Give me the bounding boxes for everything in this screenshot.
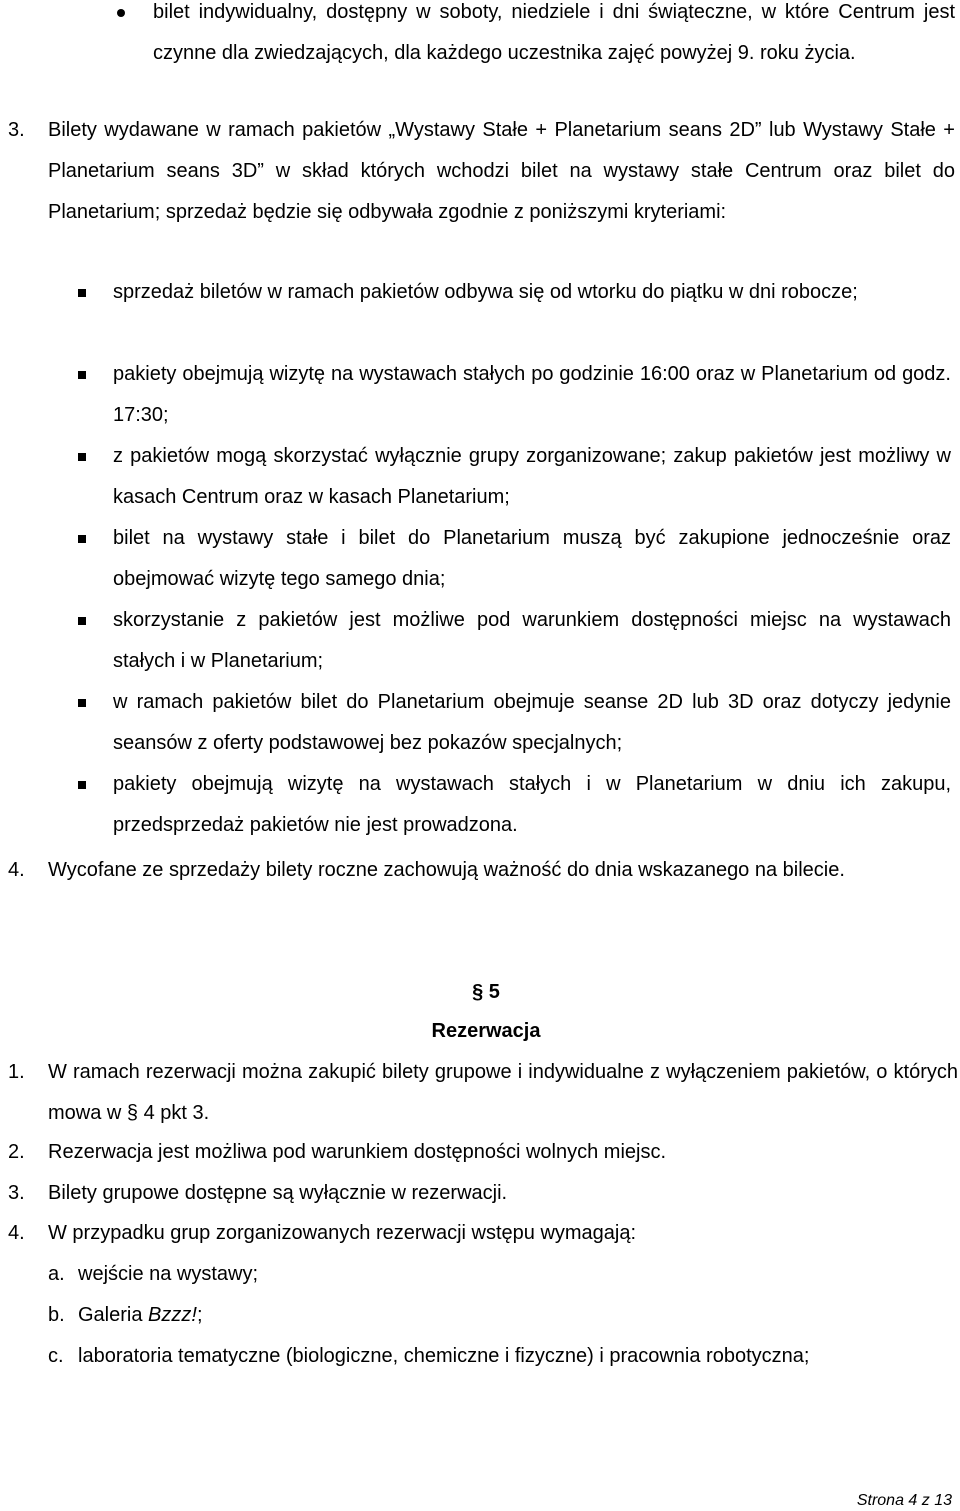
item-3-number: 3. xyxy=(8,119,25,141)
item-3-bullet-1: sprzedaż biletów w ramach pakietów odbywa się od wtorku do piątku w dni robocze; xyxy=(113,281,858,303)
sub-item-b-plain: Galeria xyxy=(78,1304,149,1326)
sub-item-b-italic: Bzzz! xyxy=(148,1304,197,1326)
prev-bullet-text: bilet indywidualny, dostępny w soboty, niedziele i dni świąteczne, w które Centrum jest czynne dla zwiedzających, dla każdego uczestnika zajęć powyżej 9. roku życia. xyxy=(153,1,955,64)
sub-item-a-letter: a. xyxy=(48,1263,65,1285)
sub-item-c-text: laboratoria tematyczne (biologiczne, chemiczne i fizyczne) i pracownia robotyczna; xyxy=(78,1345,810,1367)
item-3-bullet-3: z pakietów mogą skorzystać wyłącznie grupy zorganizowane; zakup pakietów jest możliwy w kasach Centrum oraz w kasach Planetarium; xyxy=(113,445,951,508)
sub-item-a-text: wejście na wystawy; xyxy=(78,1263,259,1285)
sub-item-b-letter: b. xyxy=(48,1304,65,1326)
item-3-bullet-5: skorzystanie z pakietów jest możliwe pod warunkiem dostępności miejsc na wystawach stałych i w Planetarium; xyxy=(113,609,951,672)
item-4-number: 4. xyxy=(8,859,25,881)
item-3-text xyxy=(48,110,955,233)
res-item-1-text: W ramach rezerwacji można zakupić bilety grupowe i indywidualne z wyłączeniem pakietów, o których mowa w § 4 pkt 3. xyxy=(48,1061,958,1124)
section-number: § 5 xyxy=(472,981,500,1003)
item-3-bullet-6: w ramach pakietów bilet do Planetarium obejmuje seanse 2D lub 3D oraz dotyczy jedynie seansów z oferty podstawowej bez pokazów specjalnych; xyxy=(113,691,951,754)
page-footer: Strona 4 z 13 xyxy=(856,1492,952,1509)
sub-item-b-end: ; xyxy=(196,1304,203,1326)
square-bullet xyxy=(78,617,86,625)
res-item-4-text: W przypadku grup zorganizowanych rezerwacji wstępu wymagają: xyxy=(48,1222,637,1244)
item-3-bullet-2: pakiety obejmują wizytę na wystawach stałych po godzinie 16:00 oraz w Planetarium od godz. 17:30; xyxy=(113,363,951,426)
res-item-2-text: Rezerwacja jest możliwa pod warunkiem dostępności wolnych miejsc. xyxy=(48,1141,667,1163)
square-bullet xyxy=(78,453,86,461)
square-bullet xyxy=(78,699,86,707)
square-bullet xyxy=(78,289,86,297)
square-bullet xyxy=(78,535,86,543)
item-3-text-body: Bilety wydawane w ramach pakietów „Wystawy Stałe + Planetarium seans 2D” lub Wystawy Stałe + Planetarium seans 3D” w skład których wchodzi bilet na wystawy stałe Centrum oraz bilet do Planetarium; sprzedaż będzie się odbywała zgodnie z poniższymi kryteriami: xyxy=(48,119,955,223)
sub-item-c-letter: c. xyxy=(48,1345,64,1367)
sub-item-b-text xyxy=(78,1295,958,1336)
item-3-bullet-4: bilet na wystawy stałe i bilet do Planetarium muszą być zakupione jednocześnie oraz obejmować wizytę tego samego dnia; xyxy=(113,527,951,590)
square-bullet xyxy=(78,781,86,789)
res-item-3-text: Bilety grupowe dostępne są wyłącznie w rezerwacji. xyxy=(48,1182,508,1204)
item-4-text: Wycofane ze sprzedaży bilety roczne zachowują ważność do dnia wskazanego na bilecie. xyxy=(48,859,845,881)
res-item-4-number: 4. xyxy=(8,1222,25,1244)
item-3-bullet-7: pakiety obejmują wizytę na wystawach stałych i w Planetarium w dniu ich zakupu, przedsprzedaż pakietów nie jest prowadzona. xyxy=(113,773,951,836)
res-item-2-number: 2. xyxy=(8,1141,25,1163)
square-bullet xyxy=(78,371,86,379)
bullet-dot xyxy=(117,9,125,17)
section-title: Rezerwacja xyxy=(431,1020,541,1042)
res-item-1-number: 1. xyxy=(8,1061,25,1083)
res-item-3-number: 3. xyxy=(8,1182,25,1204)
